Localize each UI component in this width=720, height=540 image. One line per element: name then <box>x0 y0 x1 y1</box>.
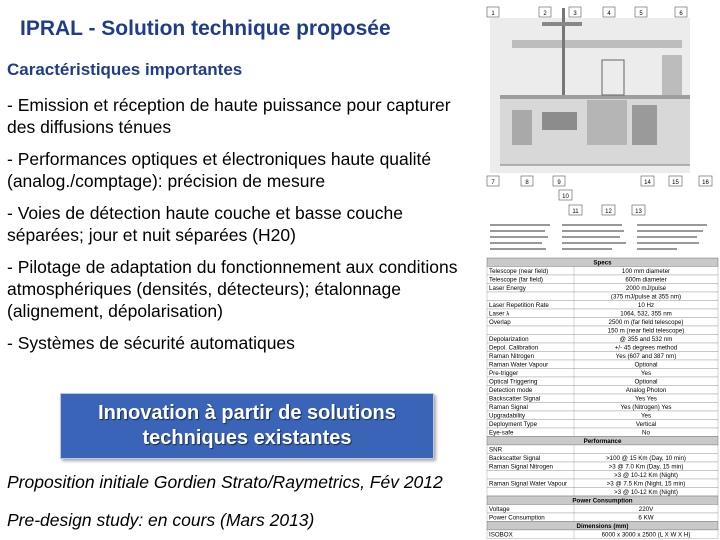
spec-value: Vertical <box>635 421 657 428</box>
callout-label: 4 <box>607 11 611 17</box>
spec-value: >3 @ 7.0 Km (Day, 15 min) <box>608 463 684 471</box>
innovation-line-2: techniques existantes <box>142 427 352 449</box>
spec-label: Upgradability <box>489 412 526 420</box>
spec-row <box>487 471 718 480</box>
spec-value: 6000 x 3000 x 2500 (L X W X H) <box>601 531 691 539</box>
callout-label: 16 <box>702 180 709 186</box>
spec-value: 150 m (near field telescope) <box>607 327 685 335</box>
callout-label: 8 <box>525 180 529 186</box>
innovation-box <box>60 393 434 459</box>
spec-value: 100 mm diameter <box>621 268 671 275</box>
spec-value: 10 Hz <box>637 302 655 309</box>
spec-value: @ 355 and 532 nm <box>619 336 673 343</box>
spec-label: Detection mode <box>489 387 533 394</box>
spec-section-heading: Dimensions (mm) <box>576 523 629 530</box>
lidar-figure <box>482 0 720 540</box>
spec-value: >3 @ 10-12 Km (Night) <box>614 472 678 479</box>
spec-label: Backscatter Signal <box>489 395 541 403</box>
spec-row <box>487 505 718 514</box>
callout-label: 5 <box>639 11 643 17</box>
callout-label: 7 <box>491 180 495 186</box>
spec-value: (375 mJ/pulse at 355 nm) <box>610 293 682 301</box>
specs-table <box>487 258 718 539</box>
spec-label: Power Consumption <box>489 514 545 522</box>
innovation-line-1: Innovation à partir de solutions <box>98 402 396 424</box>
callout-label: 14 <box>644 180 651 186</box>
spec-label: ISOBOX <box>489 531 513 539</box>
spec-row <box>487 488 718 497</box>
spec-label: Deployment Type <box>489 421 538 428</box>
spec-value: Yes (Nitrogen) Yes <box>620 404 672 411</box>
callout-label: 13 <box>635 209 642 215</box>
callout-label: 3 <box>573 11 577 17</box>
bullet-item: - Emission et réception de haute puissance pour capturer des diffusions ténues <box>7 95 451 137</box>
spec-value: Yes Yes <box>635 395 657 403</box>
callout-label: 1 <box>491 11 495 17</box>
spec-label: Laser Repetition Rate <box>489 302 549 309</box>
bullet-list <box>7 94 477 364</box>
spec-label: Pre-trigger <box>489 370 519 377</box>
slide-subtitle: Caractéristiques importantes <box>7 60 243 79</box>
callout-label: 2 <box>543 11 547 17</box>
spec-label: Laser λ <box>489 310 510 318</box>
spec-value: 220V <box>638 506 654 513</box>
spec-label: Telescope (near field) <box>489 268 549 275</box>
spec-value: Optional <box>634 378 658 386</box>
bullet-item: - Systèmes de sécurité automatiques <box>7 333 295 353</box>
innovation-text <box>98 401 396 451</box>
spec-section-heading: Performance <box>583 438 622 445</box>
spec-value: >3 @ 10-12 Km (Night) <box>614 489 678 496</box>
spec-value: 600m diameter <box>625 276 667 284</box>
spec-value: >3 @ 7.5 Km (Night, 15 min) <box>606 480 686 488</box>
spec-label: Laser Energy <box>489 285 526 292</box>
spec-label: Raman Signal Water Vapour <box>489 480 568 488</box>
spec-label: Raman Nitrogen <box>489 353 535 360</box>
callout-label: 11 <box>572 209 579 215</box>
spec-label: Overlap <box>489 319 511 326</box>
callout-label: 9 <box>557 180 561 186</box>
slide-title: IPRAL - Solution technique proposée <box>20 17 391 40</box>
spec-label: Voltage <box>489 506 510 513</box>
spec-label: Raman Signal Nitrogen <box>489 463 553 471</box>
bullet-item: - Voies de détection haute couche et basse couche séparées; jour et nuit séparées (H20) <box>7 203 403 245</box>
spec-label: Raman Signal <box>489 404 528 411</box>
spec-label: Raman Water Vapour <box>489 361 549 369</box>
spec-label: SNR <box>489 446 503 454</box>
bullet-item: - Pilotage de adaptation du fonctionnement aux conditions atmosphériques (densités, détecteurs); étalonnage (alignement, dépolarisation) <box>7 257 458 321</box>
footnote-predesign: Pre-design study: en cours (Mars 2013) <box>7 510 315 530</box>
spec-value: Optional <box>634 361 658 369</box>
spec-row <box>487 428 718 437</box>
spec-value: +/- 45 degrees method <box>614 344 678 352</box>
spec-value: Yes <box>640 412 652 420</box>
spec-section-heading: Specs <box>593 259 612 267</box>
spec-label: Eye-safe <box>489 429 514 437</box>
spec-row <box>487 369 718 378</box>
spec-section-heading: Power Consumption <box>572 497 633 505</box>
callout-label: 6 <box>679 11 683 17</box>
spec-label: Depolarization <box>489 336 529 343</box>
spec-value: No <box>642 429 650 437</box>
spec-value: Analog Photon <box>625 387 667 394</box>
spec-label: Optical Triggering <box>489 378 538 386</box>
spec-value: 1064, 532, 355 nm <box>620 310 672 318</box>
bullet-item: - Performances optiques et électroniques haute qualité (analog./comptage): précision de mesure <box>7 149 432 191</box>
spec-label: Depol. Calibration <box>489 344 539 352</box>
callout-label: 15 <box>672 180 679 186</box>
footnote-proposal: Proposition initiale Gordien Strato/Raymetrics, Fév 2012 <box>7 472 443 492</box>
spec-label: Telescope (far field) <box>489 276 543 284</box>
callout-label: 12 <box>605 209 612 215</box>
spec-value: 2000 mJ/pulse <box>625 285 667 292</box>
callout-label: 10 <box>562 194 569 200</box>
spec-value: 2500 m (far field telescope) <box>608 319 684 326</box>
spec-value: Yes <box>640 370 652 377</box>
spec-value: >100 @ 15 Km (Day, 10 min) <box>606 455 686 462</box>
spec-row <box>487 309 718 318</box>
spec-row <box>487 292 718 301</box>
spec-row <box>487 445 718 454</box>
lidar-container-illustration <box>490 8 690 173</box>
spec-value: 6 KW <box>638 514 654 522</box>
spec-value: Yes (607 and 387 nm) <box>615 353 677 360</box>
spec-label: Backscatter Signal <box>489 455 541 462</box>
